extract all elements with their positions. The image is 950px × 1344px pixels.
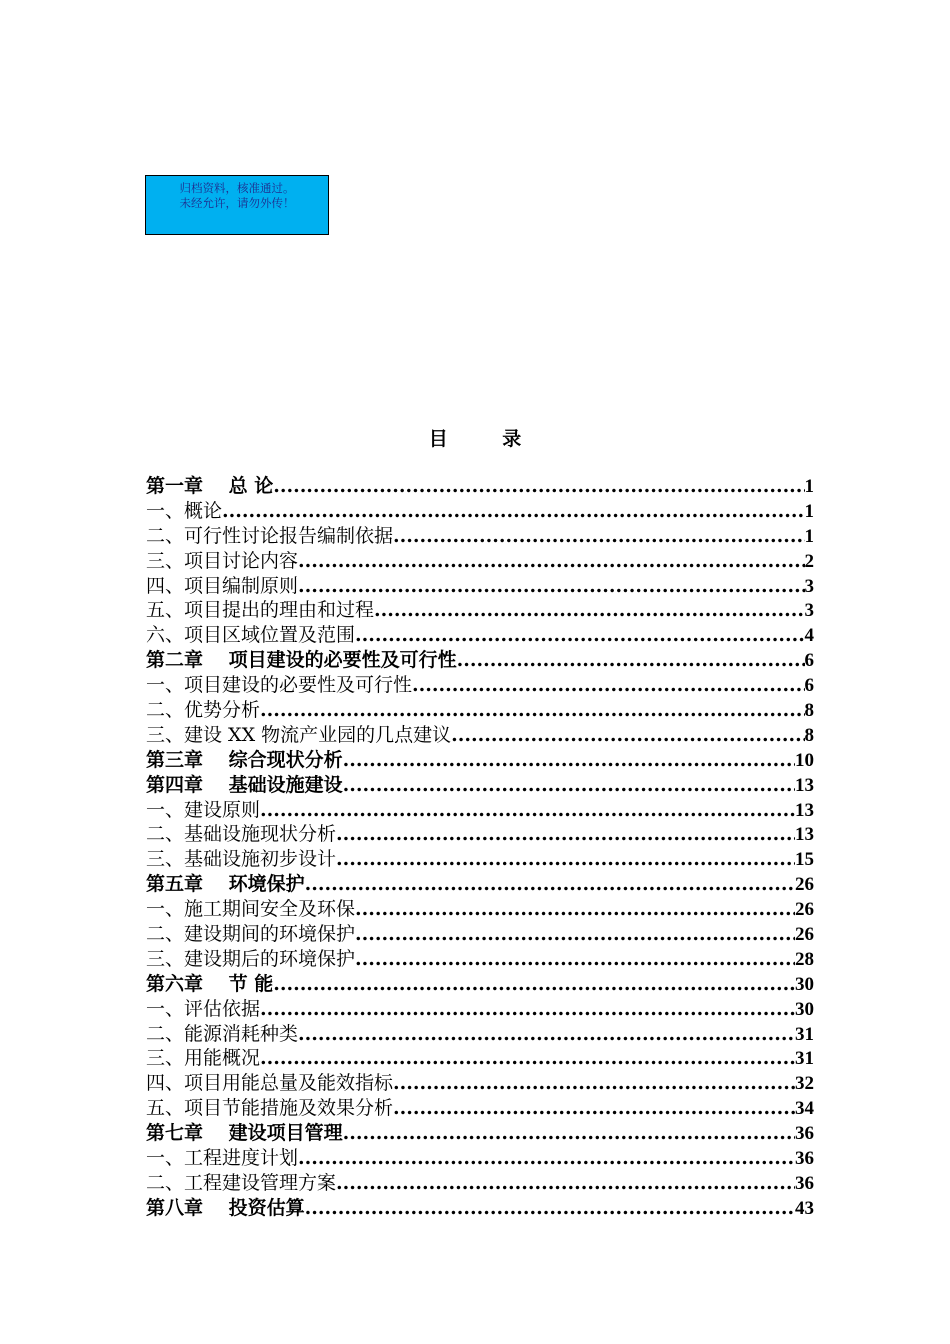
dot-leader: [273, 972, 795, 997]
toc-entry-label: 二、基础设施现状分析: [146, 823, 337, 846]
toc-entry-page-number: 2: [804, 550, 814, 572]
toc-entry-label: 第六章 节 能: [146, 972, 274, 995]
dot-leader: [393, 1071, 795, 1096]
toc-entry-page-number: 28: [795, 948, 814, 970]
dot-leader: [260, 798, 795, 823]
dot-leader: [298, 1146, 795, 1171]
toc-entry-page-number: 36: [795, 1172, 814, 1194]
toc-section-entry[interactable]: [146, 623, 814, 648]
toc-chapter-entry[interactable]: [146, 474, 814, 499]
toc-entry-page-number: 4: [804, 625, 814, 647]
toc-section-entry[interactable]: [146, 698, 814, 723]
toc-entry-label: 二、工程建设管理方案: [146, 1171, 337, 1194]
toc-entry-label: 第二章 项目建设的必要性及可行性: [146, 649, 457, 672]
toc-chapter-entry[interactable]: [146, 872, 814, 897]
toc-section-entry[interactable]: [146, 549, 814, 574]
toc-entry-label: 三、项目讨论内容: [146, 549, 299, 572]
dot-leader: [355, 947, 795, 972]
toc-section-entry[interactable]: [146, 574, 814, 599]
toc-entry-label: 二、能源消耗种类: [146, 1022, 299, 1045]
dot-leader: [222, 499, 804, 524]
toc-entry-label: 一、评估依据: [146, 997, 261, 1020]
toc-section-entry[interactable]: [146, 1071, 814, 1096]
toc-chapter-entry[interactable]: [146, 1121, 814, 1146]
toc-chapter-entry[interactable]: [146, 648, 814, 673]
toc-section-entry[interactable]: [146, 1022, 814, 1047]
toc-entry-label: 三、用能概况: [146, 1047, 261, 1070]
toc-entry-page-number: 8: [804, 724, 814, 746]
toc-section-entry[interactable]: [146, 1146, 814, 1171]
toc-entry-label: 二、可行性讨论报告编制依据: [146, 524, 394, 547]
toc-chapter-entry[interactable]: [146, 773, 814, 798]
dot-leader: [343, 773, 795, 798]
dot-leader: [355, 922, 795, 947]
toc-entry-page-number: 30: [795, 973, 814, 995]
toc-entry-label: 第一章 总 论: [146, 475, 274, 497]
toc-section-entry[interactable]: [146, 524, 814, 549]
toc-section-entry[interactable]: [146, 499, 814, 524]
toc-entry-page-number: 6: [804, 650, 814, 672]
toc-entry-label: 五、项目节能措施及效果分析: [146, 1097, 394, 1120]
toc-chapter-entry[interactable]: [146, 972, 814, 997]
table-of-contents: [146, 474, 814, 1221]
toc-entry-page-number: 13: [795, 774, 814, 796]
toc-entry-label: 第三章 综合现状分析: [146, 748, 343, 771]
toc-section-entry[interactable]: [146, 1046, 814, 1071]
toc-entry-label: 四、项目用能总量及能效指标: [146, 1072, 394, 1095]
dot-leader: [451, 723, 804, 748]
toc-section-entry[interactable]: [146, 997, 814, 1022]
archive-stamp: [145, 175, 329, 235]
toc-entry-page-number: 26: [795, 874, 814, 896]
toc-entry-page-number: 10: [795, 749, 814, 771]
toc-entry-label: 二、优势分析: [146, 699, 261, 722]
toc-entry-page-number: 43: [795, 1197, 814, 1219]
stamp-line-2: 未经允许，请勿外传！: [179, 196, 295, 210]
dot-leader: [457, 648, 805, 673]
toc-entry-label: 三、建设期后的环境保护: [146, 947, 356, 970]
toc-entry-label: 四、项目编制原则: [146, 574, 299, 597]
dot-leader: [343, 748, 795, 773]
toc-entry-page-number: 13: [795, 824, 814, 846]
dot-leader: [260, 1046, 795, 1071]
dot-leader: [260, 698, 804, 723]
toc-entry-label: 一、概论: [146, 499, 223, 522]
dot-leader: [393, 524, 804, 549]
dot-leader: [305, 1196, 795, 1221]
toc-entry-label: 五、项目提出的理由和过程: [146, 599, 375, 622]
toc-entry-page-number: 15: [795, 849, 814, 871]
toc-section-entry[interactable]: [146, 922, 814, 947]
toc-entry-page-number: 1: [804, 476, 814, 497]
toc-entry-label: 六、项目区域位置及范围: [146, 624, 356, 647]
toc-entry-page-number: 1: [804, 525, 814, 547]
dot-leader: [355, 623, 804, 648]
toc-entry-page-number: 3: [804, 575, 814, 597]
dot-leader: [260, 997, 795, 1022]
toc-entry-page-number: 8: [804, 700, 814, 722]
toc-entry-page-number: 36: [795, 1123, 814, 1145]
toc-entry-page-number: 34: [795, 1098, 814, 1120]
toc-section-entry[interactable]: [146, 798, 814, 823]
dot-leader: [393, 1096, 795, 1121]
toc-entry-label: 三、基础设施初步设计: [146, 848, 337, 871]
toc-entry-label: 第七章 建设项目管理: [146, 1122, 343, 1145]
toc-entry-label: 第八章 投资估算: [146, 1196, 305, 1219]
toc-title: 目 录: [428, 428, 546, 450]
toc-entry-label: 一、项目建设的必要性及可行性: [146, 674, 413, 697]
toc-entry-page-number: 26: [795, 924, 814, 946]
dot-leader: [355, 897, 795, 922]
toc-entry-label: 二、建设期间的环境保护: [146, 923, 356, 946]
dot-leader: [298, 549, 804, 574]
toc-entry-page-number: 31: [795, 1048, 814, 1070]
toc-entry-page-number: 3: [804, 600, 814, 622]
toc-entry-page-number: 6: [804, 675, 814, 697]
toc-section-entry[interactable]: [146, 847, 814, 872]
toc-entry-label: 一、工程进度计划: [146, 1147, 299, 1170]
toc-section-entry[interactable]: [146, 673, 814, 698]
toc-entry-page-number: 13: [795, 799, 814, 821]
toc-entry-page-number: 32: [795, 1073, 814, 1095]
toc-section-entry[interactable]: [146, 723, 814, 748]
toc-entry-page-number: 31: [795, 1023, 814, 1045]
dot-leader: [336, 1171, 795, 1196]
toc-entry-label: 一、施工期间安全及环保: [146, 898, 356, 921]
dot-leader: [298, 1022, 795, 1047]
toc-chapter-entry[interactable]: [146, 748, 814, 773]
dot-leader: [336, 822, 795, 847]
toc-entry-label: 第五章 环境保护: [146, 873, 305, 896]
toc-entry-page-number: 26: [795, 899, 814, 921]
toc-section-entry[interactable]: [146, 947, 814, 972]
stamp-line-1: 归档资料，核准通过。: [179, 181, 295, 195]
toc-section-entry[interactable]: [146, 1096, 814, 1121]
toc-entry-page-number: 30: [795, 998, 814, 1020]
dot-leader: [336, 847, 795, 872]
toc-entry-label: 第四章 基础设施建设: [146, 773, 343, 796]
toc-entry-label: 三、建设 XX 物流产业园的几点建议: [146, 723, 452, 746]
toc-chapter-entry[interactable]: [146, 1196, 814, 1221]
dot-leader: [412, 673, 804, 698]
toc-entry-page-number: 1: [804, 500, 814, 522]
dot-leader: [374, 598, 804, 623]
dot-leader: [273, 474, 804, 499]
dot-leader: [298, 574, 804, 599]
toc-section-entry[interactable]: [146, 598, 814, 623]
dot-leader: [305, 872, 795, 897]
toc-section-entry[interactable]: [146, 822, 814, 847]
dot-leader: [343, 1121, 795, 1146]
toc-entry-page-number: 36: [795, 1148, 814, 1170]
toc-section-entry[interactable]: [146, 1171, 814, 1196]
toc-section-entry[interactable]: [146, 897, 814, 922]
toc-entry-label: 一、建设原则: [146, 798, 261, 821]
